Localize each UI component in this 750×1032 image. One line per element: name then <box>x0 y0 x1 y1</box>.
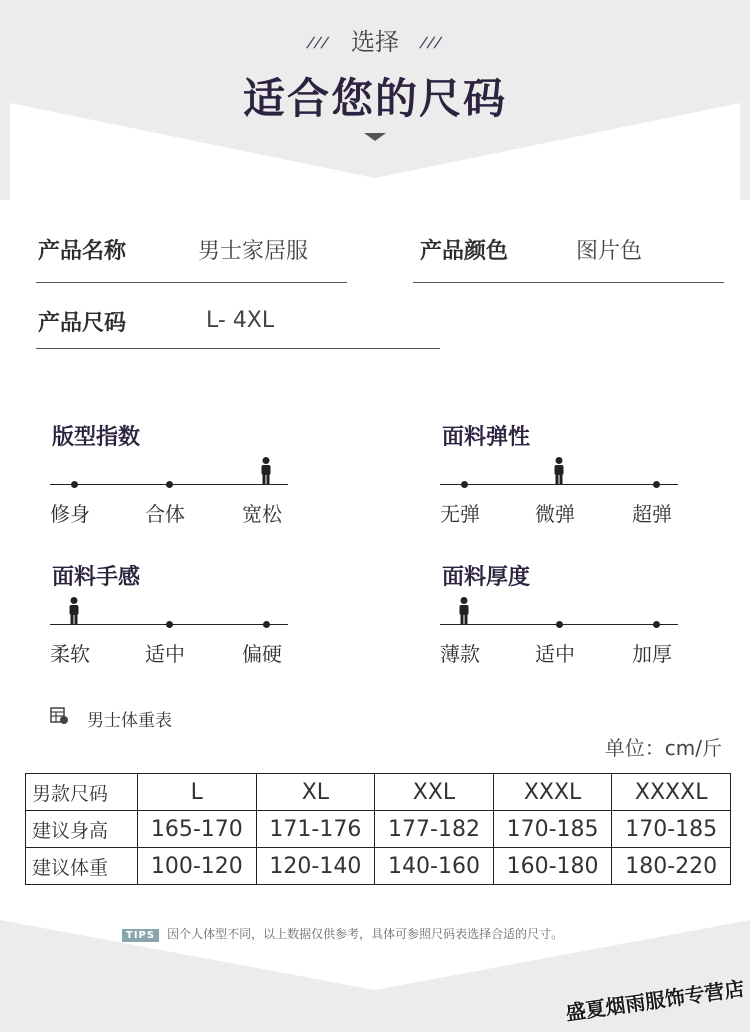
index-dot <box>461 481 468 488</box>
unit-label: 单位：cm/斤 <box>604 736 722 760</box>
table-cell: 120-140 <box>256 848 375 885</box>
index-dot <box>166 481 173 488</box>
size-table <box>25 773 731 885</box>
page-title: 适合您的尺码 <box>242 74 507 123</box>
index-option-label: 无弹 <box>440 502 480 526</box>
index-dot <box>71 481 78 488</box>
index-dot <box>556 621 563 628</box>
index-option-label: 宽松 <box>242 502 282 526</box>
product-name-value: 男士家居服 <box>198 239 309 264</box>
index-title: 面料弹性 <box>442 425 531 450</box>
divider <box>413 282 724 283</box>
store-watermark: 盛夏烟雨服饰专营店 <box>564 976 746 1026</box>
table-cell: XL <box>256 774 375 811</box>
tips-text: 因个人体型不同，以上数据仅供参考，具体可参照尺码表选择合适的尺寸。 <box>167 927 564 941</box>
divider <box>36 282 347 283</box>
person-marker-icon <box>553 457 565 489</box>
chevron-down-icon <box>364 133 386 143</box>
index-title: 面料手感 <box>52 565 141 590</box>
table-cell: 170-185 <box>612 811 731 848</box>
table-cell: 180-220 <box>612 848 731 885</box>
row-header-cell: 男款尺码 <box>26 774 138 811</box>
table-cell: L <box>138 774 257 811</box>
row-header-cell: 建议体重 <box>26 848 138 885</box>
product-color-value: 图片色 <box>576 239 643 264</box>
index-option-label: 偏硬 <box>242 642 282 666</box>
table-cell: 100-120 <box>138 848 257 885</box>
person-marker-icon <box>260 457 272 489</box>
table-row <box>26 811 731 848</box>
table-row <box>26 848 731 885</box>
table-cell: XXXL <box>493 774 612 811</box>
index-dot <box>653 621 660 628</box>
divider <box>36 348 440 349</box>
tips-note <box>122 925 563 942</box>
product-name-label: 产品名称 <box>38 239 127 264</box>
header-eyebrow: /// 选择 /// <box>304 28 446 56</box>
table-cell: 177-182 <box>375 811 494 848</box>
index-title: 面料厚度 <box>442 565 531 590</box>
index-option-label: 适中 <box>145 642 185 666</box>
table-icon <box>50 707 70 725</box>
person-marker-icon <box>458 597 470 629</box>
weight-table-title: 男士体重表 <box>87 711 172 731</box>
index-option-label: 适中 <box>535 642 575 666</box>
index-option-label: 薄款 <box>440 642 480 666</box>
decor-dash-right-icon: /// <box>418 35 446 51</box>
index-option-label: 加厚 <box>632 642 672 666</box>
row-header-cell: 建议身高 <box>26 811 138 848</box>
table-cell: XXXXL <box>612 774 731 811</box>
index-dot <box>653 481 660 488</box>
index-dot <box>263 621 270 628</box>
product-size-value: L- 4XL <box>206 308 275 333</box>
decor-dash-left-icon: /// <box>304 35 332 51</box>
table-cell: XXL <box>375 774 494 811</box>
product-color-label: 产品颜色 <box>420 239 509 264</box>
index-option-label: 柔软 <box>50 642 90 666</box>
index-title: 版型指数 <box>52 425 141 450</box>
person-marker-icon <box>68 597 80 629</box>
index-option-label: 合体 <box>145 502 185 526</box>
table-cell: 165-170 <box>138 811 257 848</box>
index-dot <box>166 621 173 628</box>
table-cell: 160-180 <box>493 848 612 885</box>
index-option-label: 超弹 <box>632 502 672 526</box>
index-option-label: 微弹 <box>535 502 575 526</box>
table-cell: 170-185 <box>493 811 612 848</box>
table-cell: 140-160 <box>375 848 494 885</box>
tips-badge: TIPS <box>122 929 159 942</box>
product-size-label: 产品尺码 <box>38 311 127 336</box>
table-row <box>26 774 731 811</box>
table-cell: 171-176 <box>256 811 375 848</box>
index-option-label: 修身 <box>50 502 90 526</box>
